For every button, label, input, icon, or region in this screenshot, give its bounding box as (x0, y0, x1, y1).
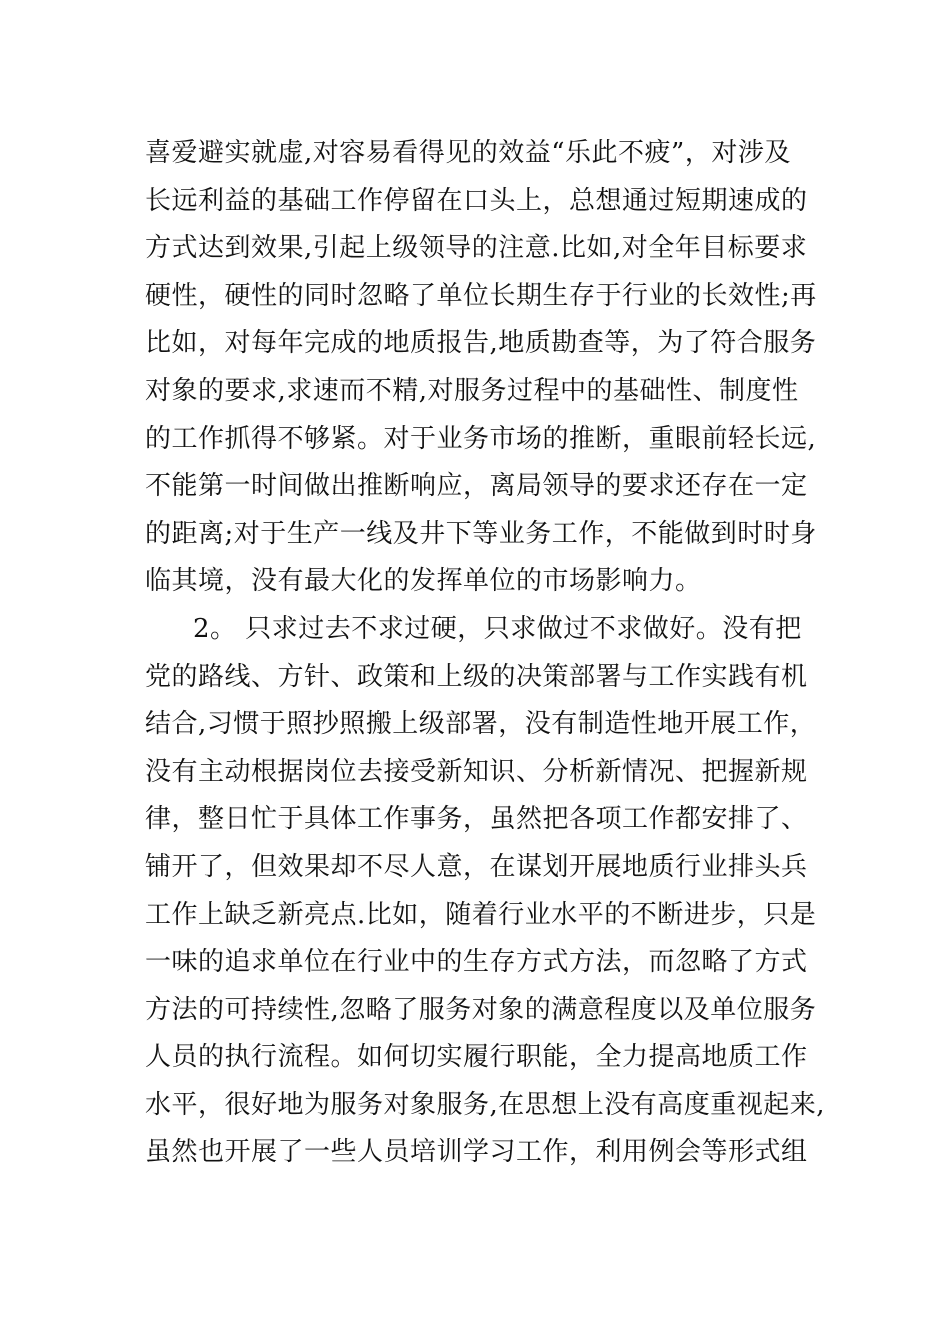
text-line: 没有主动根据岗位去接受新知识、分析新情况、把握新规 (145, 756, 808, 787)
text-line: 长远利益的基础工作停留在口头上，总想通过短期速成的 (145, 185, 808, 216)
text-line: 人员的执行流程。如何切实履行职能，全力提高地质工作 (145, 1042, 808, 1073)
text-line: 喜爱避实就虚,对容易看得见的效益“乐此不疲”，对涉及 (145, 138, 791, 168)
text-line: 方式达到效果,引起上级领导的注意.比如,对全年目标要求 (145, 233, 808, 264)
text-line: 工作上缺乏新亮点.比如，随着行业水平的不断进步，只是 (145, 899, 817, 930)
text-line: 的距离;对于生产一线及井下等业务工作，不能做到时时身 (145, 518, 817, 549)
text-line: 方法的可持续性,忽略了服务对象的满意程度以及单位服务 (145, 994, 817, 1025)
text-line: 虽然也开展了一些人员培训学习工作，利用例会等形式组 (145, 1137, 808, 1168)
text-line: 结合,习惯于照抄照搬上级部署，没有制造性地开展工作， (145, 709, 817, 740)
text-line: 一味的追求单位在行业中的生存方式方法，而忽略了方式 (145, 947, 808, 978)
text-line: 党的路线、方针、政策和上级的决策部署与工作实践有机 (145, 661, 808, 692)
text-line: 不能第一时间做出推断响应，离局领导的要求还存在一定 (145, 471, 808, 502)
text-line: 铺开了，但效果却不尽人意，在谋划开展地质行业排头兵 (145, 851, 808, 882)
text-line: 对象的要求,求速而不精,对服务过程中的基础性、制度性 (145, 375, 799, 406)
text-line: 律，整日忙于具体工作事务，虽然把各项工作都安排了、 (145, 804, 808, 835)
text-line: 水平，很好地为服务对象服务,在思想上没有高度重视起来, (145, 1089, 826, 1120)
document-body (145, 130, 825, 1177)
text-line: 的工作抓得不够紧。对于业务市场的推断，重眼前轻长远, (145, 423, 817, 454)
paragraph-start-line: 2。 只求过去不求过硬，只求做过不求做好。没有把 (193, 613, 802, 644)
text-line: 比如，对每年完成的地质报告,地质勘查等，为了符合服务 (145, 328, 817, 359)
text-line: 硬性，硬性的同时忽略了单位长期生存于行业的长效性;再 (145, 280, 817, 311)
text-line: 临其境，没有最大化的发挥单位的市场影响力。 (145, 566, 702, 597)
